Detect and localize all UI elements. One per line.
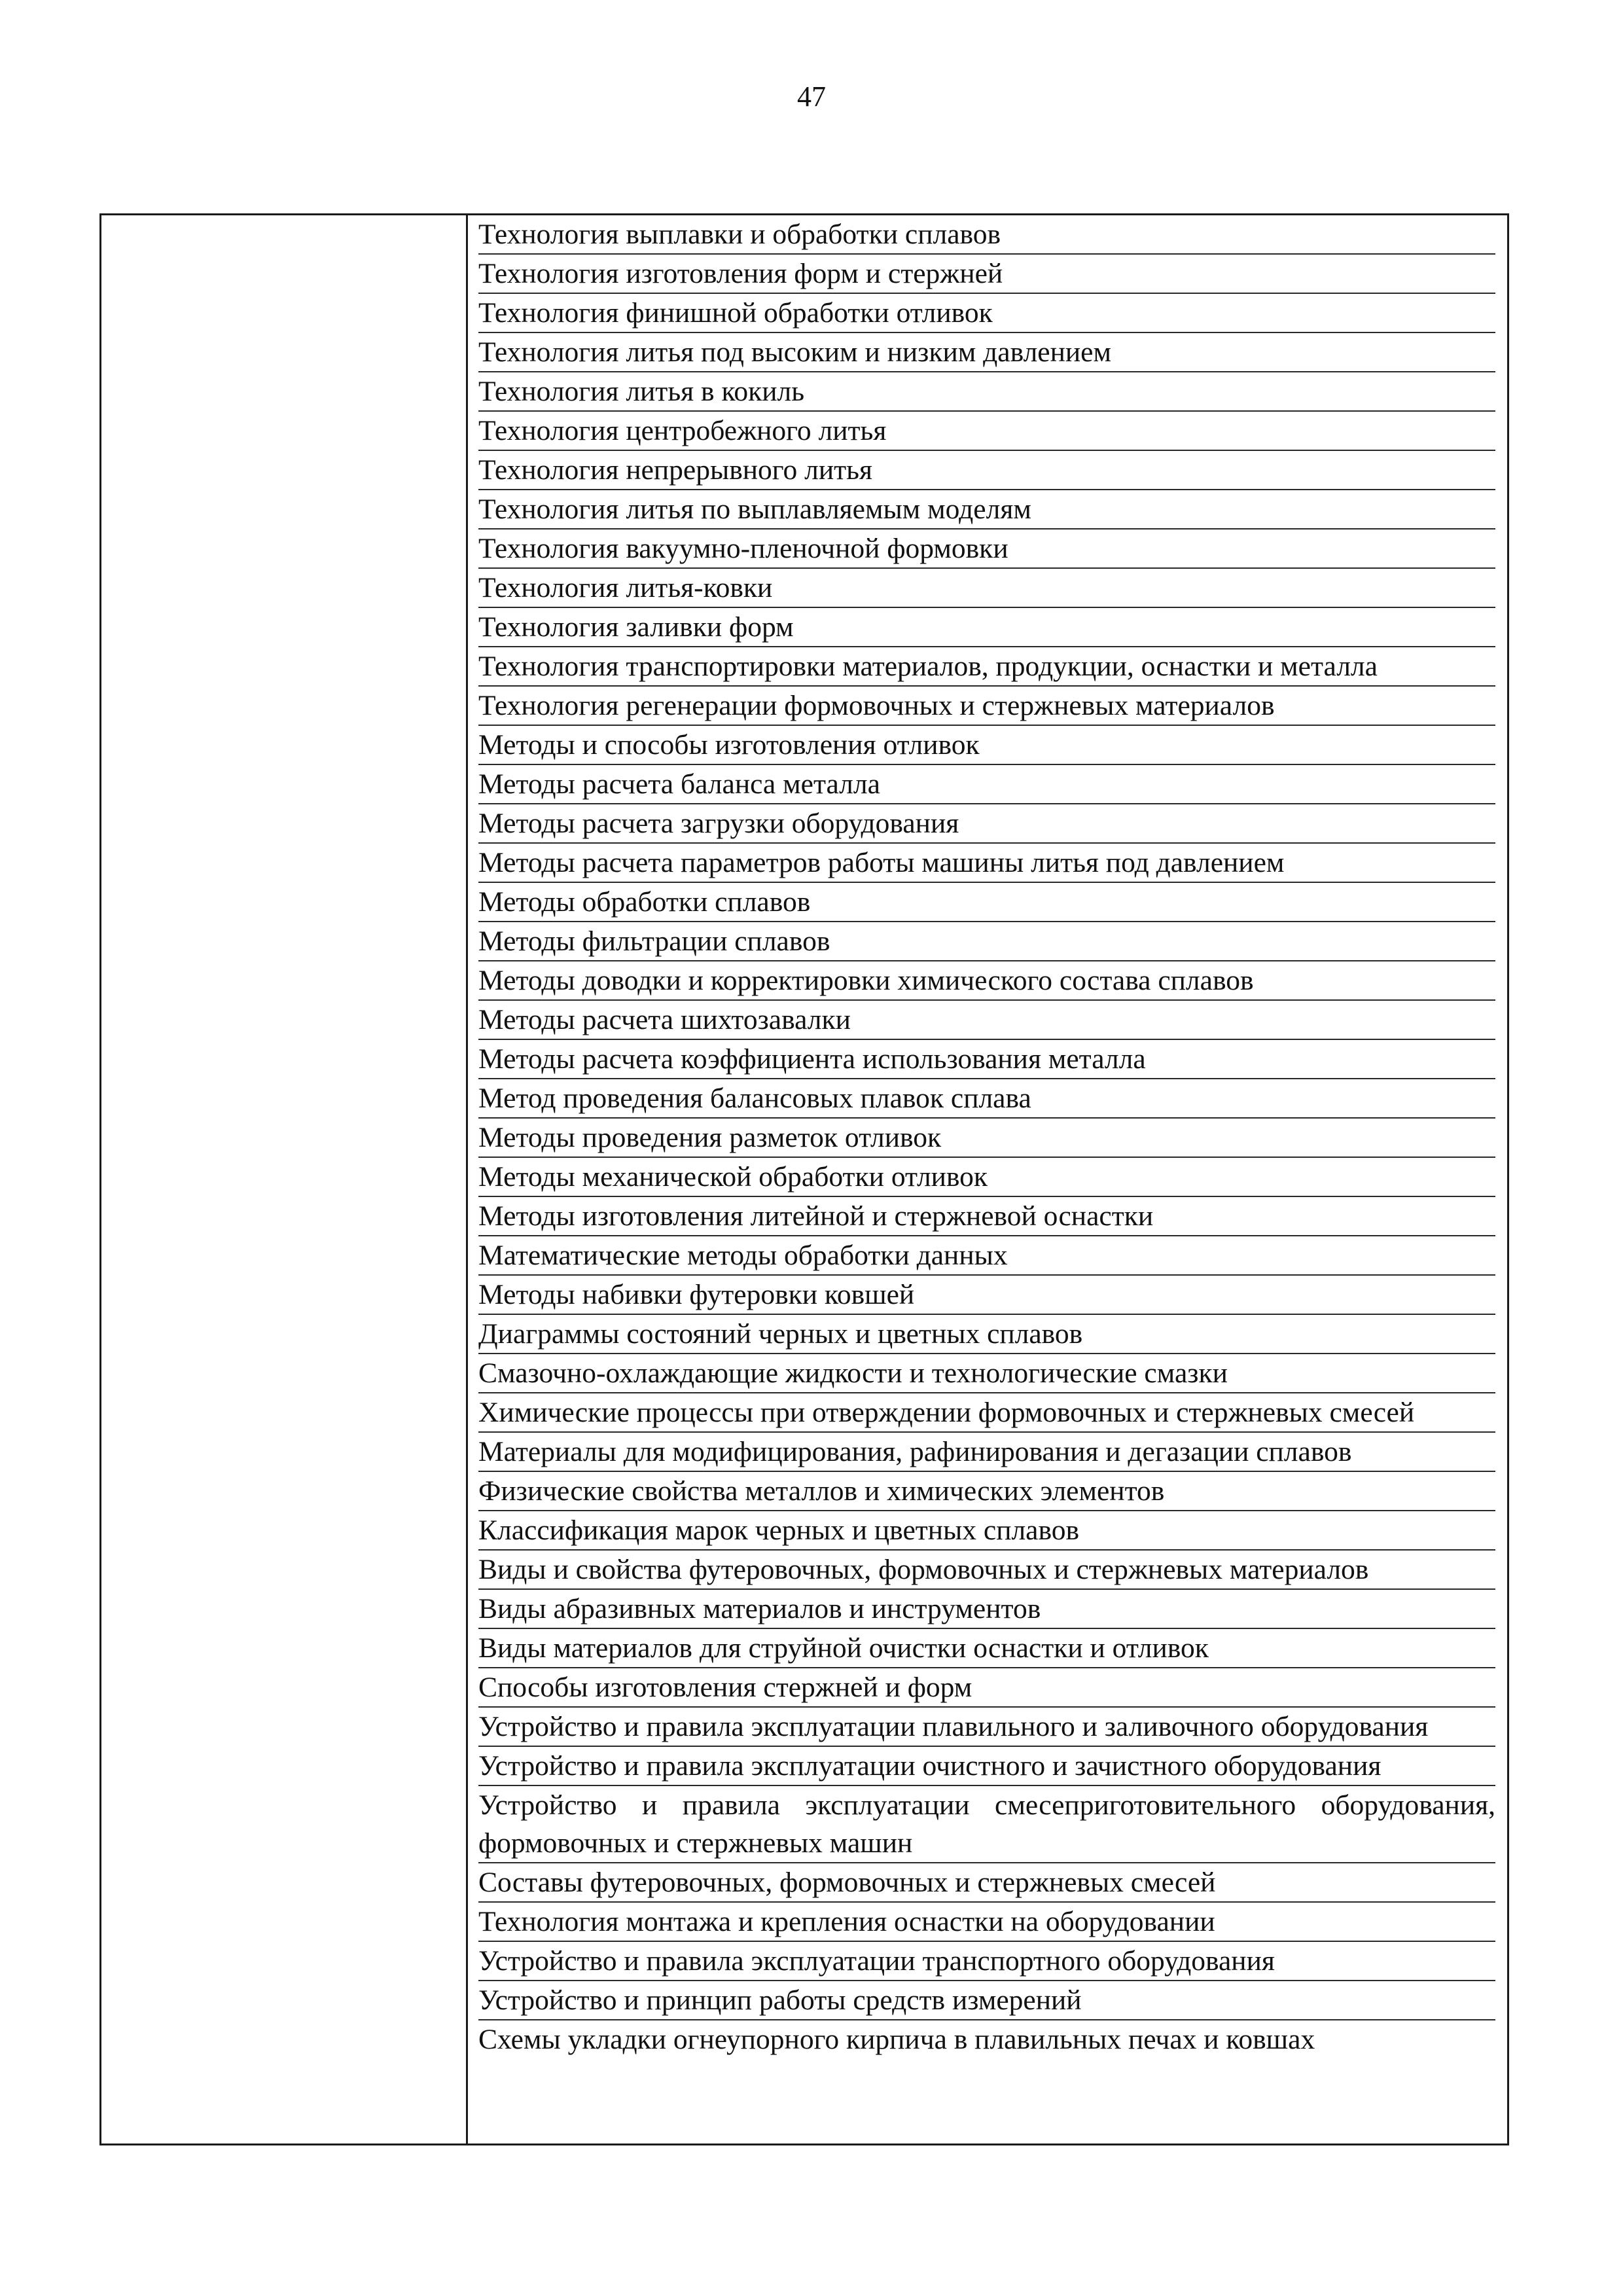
list-item: Устройство и правила эксплуатации очистного и зачистного оборудования [478,1747,1495,1786]
list-item: Устройство и принцип работы средств измерений [478,1981,1495,2020]
list-item: Технология изготовления форм и стержней [478,255,1495,294]
list-item: Устройство и правила эксплуатации смесеприготовительного оборудования, формовочных и стержневых машин [478,1786,1495,1863]
knowledge-list [468,215,1507,2144]
list-item: Технология монтажа и крепления оснастки на оборудовании [478,1903,1495,1942]
list-item: Технология выплавки и обработки сплавов [478,215,1495,255]
list-item: Методы изготовления литейной и стержневой оснастки [478,1197,1495,1236]
list-item: Методы механической обработки отливок [478,1158,1495,1197]
list-item: Технология регенерации формовочных и стержневых материалов [478,687,1495,726]
list-item: Виды и свойства футеровочных, формовочных и стержневых материалов [478,1551,1495,1590]
list-item: Виды абразивных материалов и инструментов [478,1590,1495,1629]
list-item: Технология транспортировки материалов, продукции, оснастки и металла [478,647,1495,687]
list-item: Способы изготовления стержней и форм [478,1668,1495,1708]
list-item: Смазочно-охлаждающие жидкости и технологические смазки [478,1354,1495,1393]
list-item: Устройство и правила эксплуатации плавильного и заливочного оборудования [478,1708,1495,1747]
list-item: Классификация марок черных и цветных сплавов [478,1511,1495,1551]
list-item: Схемы укладки огнеупорного кирпича в плавильных печах и ковшах [478,2024,1315,2055]
list-item: Технология вакуумно-пленочной формовки [478,529,1495,569]
list-item: Материалы для модифицирования, рафинирования и дегазации сплавов [478,1433,1495,1472]
list-item: Технология литья в кокиль [478,372,1495,412]
list-item: Методы обработки сплавов [478,883,1495,922]
list-item: Химические процессы при отверждении формовочных и стержневых смесей [478,1393,1495,1433]
list-item: Методы расчета шихтозавалки [478,1001,1495,1040]
list-item: Диаграммы состояний черных и цветных сплавов [478,1315,1495,1354]
list-item: Технология центробежного литья [478,412,1495,451]
list-item: Методы проведения разметок отливок [478,1119,1495,1158]
list-item: Методы расчета загрузки оборудования [478,804,1495,844]
list-item: Метод проведения балансовых плавок сплава [478,1079,1495,1119]
list-item: Методы и способы изготовления отливок [478,726,1495,765]
list-item: Математические методы обработки данных [478,1236,1495,1276]
list-item: Технология литья по выплавляемым моделям [478,490,1495,529]
list-item: Технология литья под высоким и низким давлением [478,333,1495,372]
list-item: Методы расчета коэффициента использования металла [478,1040,1495,1079]
requirements-table [99,213,1509,2145]
list-item: Технология заливки форм [478,608,1495,647]
list-item: Методы фильтрации сплавов [478,922,1495,961]
list-item: Устройство и правила эксплуатации транспортного оборудования [478,1942,1495,1981]
list-item: Составы футеровочных, формовочных и стержневых смесей [478,1863,1495,1903]
list-item: Технология непрерывного литья [478,451,1495,490]
list-item: Методы расчета баланса металла [478,765,1495,804]
table-left-cell [101,215,468,2144]
list-item: Физические свойства металлов и химических элементов [478,1472,1495,1511]
list-item: Технология финишной обработки отливок [478,294,1495,333]
list-item: Методы доводки и корректировки химического состава сплавов [478,961,1495,1001]
list-item: Методы расчета параметров работы машины литья под давлением [478,844,1495,883]
list-item: Виды материалов для струйной очистки оснастки и отливок [478,1629,1495,1668]
list-item: Технология литья-ковки [478,569,1495,608]
list-item: Методы набивки футеровки ковшей [478,1276,1495,1315]
page-number: 47 [797,81,826,113]
